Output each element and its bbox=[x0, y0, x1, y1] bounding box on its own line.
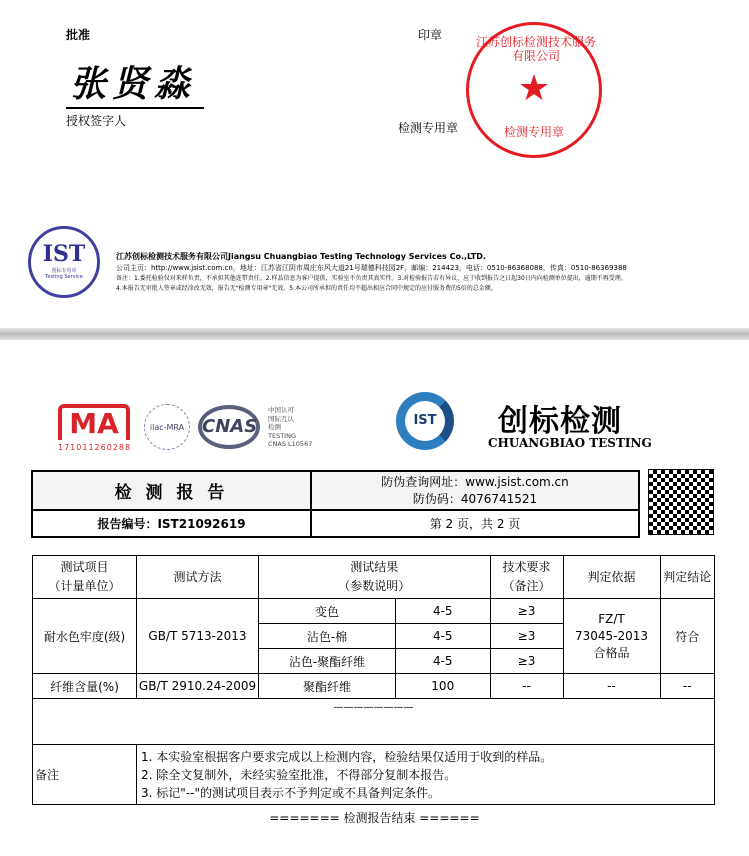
result-value: 4-5 bbox=[396, 649, 491, 674]
header-text: 技术要求 bbox=[502, 560, 551, 574]
result-value: 4-5 bbox=[396, 624, 491, 649]
qr-code[interactable] bbox=[649, 470, 713, 534]
result-param: 沾色-棉 bbox=[259, 624, 396, 649]
test-item: 耐水色牢度(级) bbox=[33, 599, 137, 674]
ilac-logo: ilac-MRA bbox=[144, 404, 190, 450]
ist-stamp-sub: 创标专用章 bbox=[51, 268, 77, 274]
brand-name-en: CHUANGBIAO TESTING bbox=[488, 436, 652, 450]
red-seal bbox=[466, 22, 602, 158]
table-row bbox=[33, 674, 715, 699]
cma-number: 171011260288 bbox=[58, 443, 132, 452]
header-text: 测试项目 bbox=[60, 560, 109, 574]
page-indicator: 第 2 页，共 2 页 bbox=[311, 510, 639, 537]
col-header bbox=[490, 556, 563, 599]
remarks-label: 备注 bbox=[33, 745, 137, 805]
report-title: 检 测 报 告 bbox=[32, 471, 311, 510]
result-param: 变色 bbox=[259, 599, 396, 624]
page-divider bbox=[0, 328, 749, 340]
report-number: 报告编号：IST21092619 bbox=[32, 510, 311, 537]
cnas-text: TESTING bbox=[268, 431, 296, 440]
header-text: （参数说明） bbox=[338, 579, 411, 593]
seal-label: 印章 bbox=[418, 28, 443, 42]
result-value: 100 bbox=[396, 674, 491, 699]
basis: FZ/T bbox=[598, 611, 625, 626]
seal-bottom-text: 检测专用章 bbox=[503, 125, 564, 139]
col-header bbox=[33, 556, 137, 599]
remark-item: 2. 除全文复制外，未经实验室批准，不得部分复制本报告。 bbox=[141, 767, 457, 782]
special-seal-label: 检测专用章 bbox=[398, 121, 459, 135]
table-row bbox=[33, 599, 715, 624]
cnas-logo: CNAS bbox=[198, 405, 260, 449]
conclusion: -- bbox=[660, 674, 715, 699]
ist-brand-text: IST bbox=[413, 413, 437, 428]
company-note-1: 备注：1.委托检验仅对来样负责，不承担其他连带责任。2.样品信息为客户提供，实验室不负责其真实性。3.对检验报告若有异议，应于收到报告之日起30日内向检测单位提出，逾期不再受理。 bbox=[116, 275, 627, 282]
conclusion: 符合 bbox=[660, 599, 715, 674]
signer-label: 授权签字人 bbox=[66, 114, 127, 128]
header-text: （计量单位） bbox=[48, 579, 121, 593]
verify-code: 防伪码：4076741521 bbox=[412, 491, 538, 506]
report-header-box bbox=[31, 470, 640, 538]
basis: 合格品 bbox=[593, 645, 630, 660]
col-header: 测试方法 bbox=[137, 556, 259, 599]
star-icon: ★ bbox=[517, 68, 551, 109]
company-name: 江苏创标检测技术服务有限公司Jiangsu Chuangbiao Testing Technology Services Co.,LTD. bbox=[116, 252, 486, 261]
requirement: -- bbox=[490, 674, 563, 699]
brand-name-cn: 创标检测 bbox=[498, 404, 622, 439]
col-header: 判定依据 bbox=[563, 556, 660, 599]
cnas-text: CNAS L10567 bbox=[268, 440, 313, 448]
ist-stamp-logo bbox=[28, 226, 100, 298]
test-method: GB/T 2910.24-2009 bbox=[137, 674, 259, 699]
verify-url: 防伪查询网址：www.jsist.com.cn bbox=[381, 474, 569, 489]
header-text: 测试结果 bbox=[350, 560, 399, 574]
approval-label: 批准 bbox=[66, 28, 91, 42]
basis: 73045-2013 bbox=[574, 628, 649, 643]
ist-stamp-sub2: Testing Service bbox=[45, 274, 83, 280]
report-end: ======= 检测报告结束 ====== bbox=[269, 811, 480, 825]
ist-brand-logo bbox=[396, 392, 454, 450]
cma-logo: MA bbox=[58, 404, 130, 440]
cnas-text: 国际互认 bbox=[268, 414, 294, 423]
signature: 张贤淼 bbox=[66, 56, 204, 109]
test-method: GB/T 5713-2013 bbox=[137, 599, 259, 674]
cnas-text: 中国认可 bbox=[268, 406, 294, 414]
header-text: （备注） bbox=[502, 579, 551, 593]
seal-text: 江苏创标检测技术服务有限公司 bbox=[475, 35, 596, 63]
cnas-text: 检测 bbox=[268, 423, 281, 431]
result-param: 聚酯纤维 bbox=[259, 674, 396, 699]
requirement: ≥3 bbox=[490, 599, 563, 624]
remark-item: 3. 标记"--"的测试项目表示不予判定或不具备判定条件。 bbox=[141, 785, 440, 800]
result-value: 4-5 bbox=[396, 599, 491, 624]
results-table bbox=[32, 555, 715, 805]
divider-text: ———————— bbox=[33, 699, 715, 745]
company-contact: 公司主页：http://www.jsist.com.cn，地址：江苏省江阴市周庄东风大道21号瑞德科技园2F，邮编：214423，电话：0510-86368088，传真：0510-86369388 bbox=[116, 264, 627, 272]
col-header: 判定结论 bbox=[660, 556, 715, 599]
basis: -- bbox=[563, 674, 660, 699]
requirement: ≥3 bbox=[490, 649, 563, 674]
company-note-2: 4.本报告无审批人签章或经涂改无效，报告无"检测专用章"无效。5.本公司所承担的责任均不超出相应合同中规定的应付服务费的5倍的总金额。 bbox=[116, 285, 497, 292]
requirement: ≥3 bbox=[490, 624, 563, 649]
remark-item: 1. 本实验室根据客户要求完成以上检测内容，检验结果仅适用于收到的样品。 bbox=[141, 749, 553, 764]
ist-stamp-text: IST bbox=[42, 241, 86, 267]
result-param: 沾色-聚酯纤维 bbox=[259, 649, 396, 674]
test-item: 纤维含量(%) bbox=[33, 674, 137, 699]
col-header bbox=[259, 556, 491, 599]
